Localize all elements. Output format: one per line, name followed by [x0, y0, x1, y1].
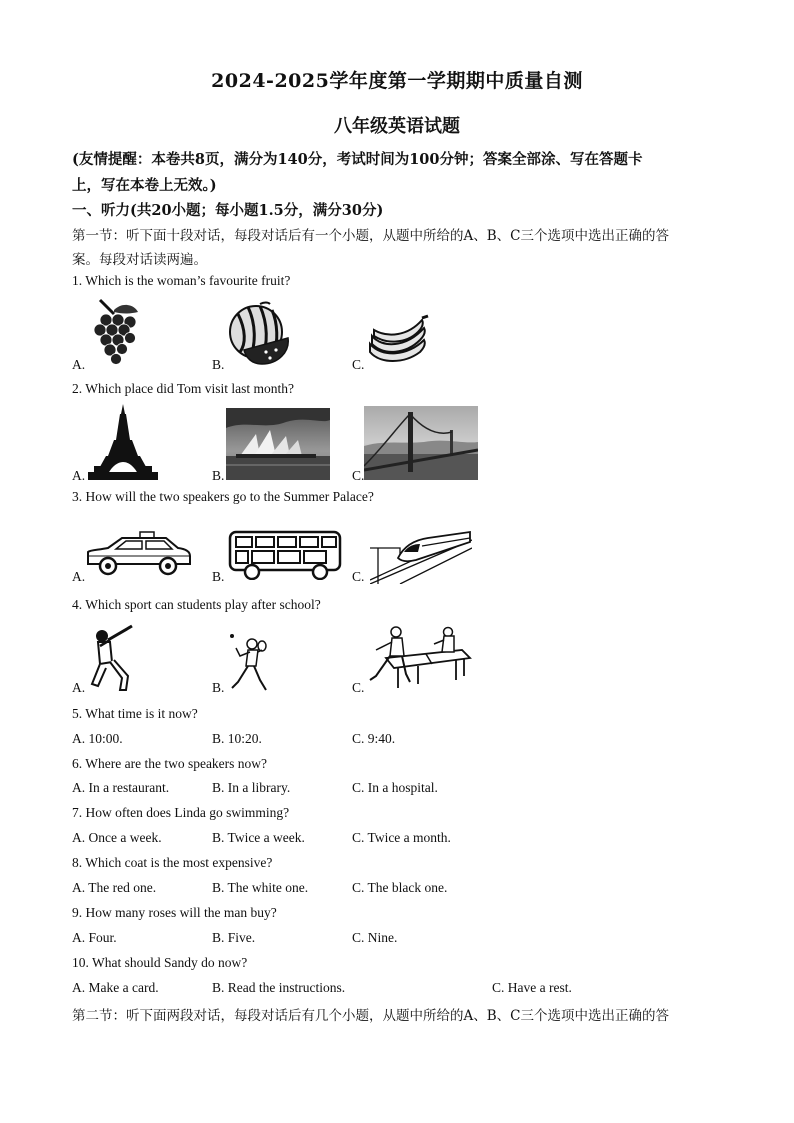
question-6: 6. Where are the two speakers now?: [72, 756, 268, 771]
watermelon-icon: [226, 300, 292, 366]
sydney-opera-house-photo: [226, 408, 330, 480]
bananas-icon: [366, 314, 430, 364]
q6-option-b[interactable]: B. In a library.: [212, 780, 291, 795]
section-heading: 一、听力(共20小题；每小题1.5分，满分30分): [72, 202, 384, 219]
q3-option-b[interactable]: B.: [212, 569, 225, 584]
q10-option-c[interactable]: C. Have a rest.: [492, 980, 572, 995]
notice-line-1: (友情提醒：本卷共8页，满分为140分，考试时间为100分钟；答案全部涂、写在答题卡: [72, 151, 643, 168]
grapes-icon: [86, 298, 142, 368]
notice-line-2: 上，写在本卷上无效。): [72, 177, 217, 194]
q6-option-a[interactable]: A. In a restaurant.: [72, 780, 170, 795]
q5-option-c[interactable]: C. 9:40.: [352, 731, 396, 746]
q1-option-b[interactable]: B.: [212, 357, 225, 372]
q10-option-b[interactable]: B. Read the instructions.: [212, 980, 346, 995]
baseball-player-icon: [88, 624, 136, 694]
q9-option-b[interactable]: B. Five.: [212, 930, 256, 945]
question-5: 5. What time is it now?: [72, 706, 198, 721]
golden-gate-bridge-photo: [364, 406, 478, 480]
question-10: 10. What should Sandy do now?: [72, 955, 248, 970]
q7-option-a[interactable]: A. Once a week.: [72, 830, 162, 845]
bus-icon: [228, 528, 346, 580]
q9-option-c[interactable]: C. Nine.: [352, 930, 398, 945]
q2-option-b[interactable]: B.: [212, 468, 225, 483]
q1-option-a[interactable]: A.: [72, 357, 86, 372]
eiffel-tower-icon: [88, 404, 158, 480]
table-tennis-icon: [366, 624, 474, 692]
question-4: 4. Which sport can students play after school?: [72, 597, 321, 612]
q2-option-c[interactable]: C.: [352, 468, 365, 483]
q5-option-b[interactable]: B. 10:20.: [212, 731, 262, 746]
question-8: 8. Which coat is the most expensive?: [72, 855, 273, 870]
taxi-icon: [84, 530, 194, 578]
q7-option-b[interactable]: B. Twice a week.: [212, 830, 305, 845]
question-7: 7. How often does Linda go swimming?: [72, 805, 290, 820]
q9-option-a[interactable]: A. Four.: [72, 930, 117, 945]
q1-option-c[interactable]: C.: [352, 357, 365, 372]
q8-option-b[interactable]: B. The white one.: [212, 880, 309, 895]
q2-option-a[interactable]: A.: [72, 468, 86, 483]
part2-instruction-line-1: 第二节：听下面两段对话，每段对话后有几个小题，从题中所给的A、B、C三个选项中选出正确的答: [72, 1008, 669, 1024]
q7-option-c[interactable]: C. Twice a month.: [352, 830, 451, 845]
train-icon: [370, 528, 472, 584]
badminton-player-icon: [226, 632, 268, 694]
q3-option-a[interactable]: A.: [72, 569, 86, 584]
q4-option-c[interactable]: C.: [352, 680, 365, 695]
exam-subtitle: 八年级英语试题: [334, 116, 460, 137]
part1-instruction-line-2: 案。每段对话读两遍。: [72, 252, 207, 268]
q8-option-a[interactable]: A. The red one.: [72, 880, 157, 895]
part1-instruction-line-1: 第一节：听下面十段对话，每段对话后有一个小题，从题中所给的A、B、C三个选项中选出正确的答: [72, 228, 669, 244]
question-3: 3. How will the two speakers go to the Summer Palace?: [72, 489, 374, 504]
exam-title: 2024-2025学年度第一学期期中质量自测: [211, 70, 583, 92]
q3-option-c[interactable]: C.: [352, 569, 365, 584]
question-1: 1. Which is the woman’s favourite fruit?: [72, 273, 291, 288]
q8-option-c[interactable]: C. The black one.: [352, 880, 448, 895]
q4-option-b[interactable]: B.: [212, 680, 225, 695]
q6-option-c[interactable]: C. In a hospital.: [352, 780, 438, 795]
question-9: 9. How many roses will the man buy?: [72, 905, 277, 920]
q4-option-a[interactable]: A.: [72, 680, 86, 695]
q10-option-a[interactable]: A. Make a card.: [72, 980, 159, 995]
q5-option-a[interactable]: A. 10:00.: [72, 731, 123, 746]
question-2: 2. Which place did Tom visit last month?: [72, 381, 295, 396]
